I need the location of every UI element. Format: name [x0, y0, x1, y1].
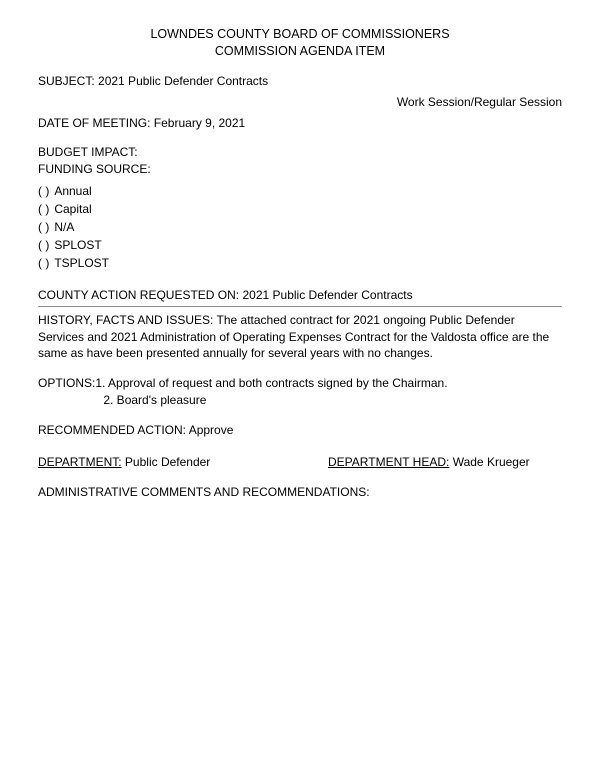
- funding-option-label: Annual: [54, 183, 92, 198]
- history-facts-issues: HISTORY, FACTS AND ISSUES: The attached contract for 2021 ongoing Public Defender Services and 2021 Administration of Operating Expenses Contract for the Valdosta office are the same as have been presented annually for several years with no changes.: [38, 312, 550, 361]
- department-head-line: [328, 454, 530, 471]
- recommended-action-line: [38, 422, 562, 439]
- department-head-value: Wade Krueger: [452, 454, 530, 469]
- budget-impact-label: BUDGET IMPACT:: [38, 145, 138, 160]
- department-head-label: DEPARTMENT HEAD:: [328, 454, 450, 469]
- county-action-value: 2021 Public Defender Contracts: [242, 287, 413, 302]
- checkbox-empty-icon: ( ): [38, 201, 50, 216]
- funding-option-splost: [38, 236, 562, 254]
- department-value: Public Defender: [124, 454, 211, 469]
- funding-option-annual: [38, 182, 562, 200]
- recommended-action-value: Approve: [188, 422, 234, 437]
- checkbox-empty-icon: ( ): [38, 219, 50, 234]
- funding-option-na: [38, 218, 562, 236]
- checkbox-empty-icon: ( ): [38, 183, 50, 198]
- funding-source-label: FUNDING SOURCE:: [38, 162, 151, 177]
- county-action-label: COUNTY ACTION REQUESTED ON:: [38, 287, 240, 302]
- checkbox-empty-icon: ( ): [38, 255, 50, 270]
- funding-option-tsplost: [38, 254, 562, 272]
- department-label: DEPARTMENT:: [38, 454, 122, 469]
- checkbox-empty-icon: ( ): [38, 237, 50, 252]
- county-action-line: [38, 287, 562, 307]
- funding-option-label: SPLOST: [54, 237, 102, 252]
- funding-option-label: TSPLOST: [54, 255, 110, 270]
- options-label: OPTIONS:: [38, 376, 96, 391]
- funding-options-list: [38, 182, 562, 272]
- recommended-action-label: RECOMMENDED ACTION:: [38, 422, 187, 437]
- doc-title-line2: COMMISSION AGENDA ITEM: [214, 44, 386, 58]
- meeting-date-label: DATE OF MEETING:: [38, 115, 151, 130]
- option-item-1: 1. Approval of request and both contracts signed by the Chairman.: [95, 376, 448, 391]
- department-row: [38, 454, 562, 471]
- meeting-date-line: [38, 115, 562, 132]
- funding-option-label: N/A: [54, 219, 75, 234]
- funding-option-label: Capital: [54, 201, 92, 216]
- option-item-2: 2. Board's pleasure: [103, 392, 207, 407]
- subject-label: SUBJECT:: [38, 74, 95, 88]
- subject-line: [38, 73, 562, 90]
- funding-option-capital: [38, 200, 562, 218]
- options-section: [38, 375, 562, 409]
- doc-title-line1: LOWNDES COUNTY BOARD OF COMMISSIONERS: [150, 27, 450, 41]
- session-type: Work Session/Regular Session: [396, 94, 562, 109]
- department-line: [38, 454, 328, 471]
- options-items: [95, 375, 447, 409]
- meeting-date-value: February 9, 2021: [153, 115, 246, 130]
- admin-comments-line: ADMINISTRATIVE COMMENTS AND RECOMMENDATIONS:: [38, 485, 370, 500]
- subject-value: 2021 Public Defender Contracts: [98, 74, 269, 88]
